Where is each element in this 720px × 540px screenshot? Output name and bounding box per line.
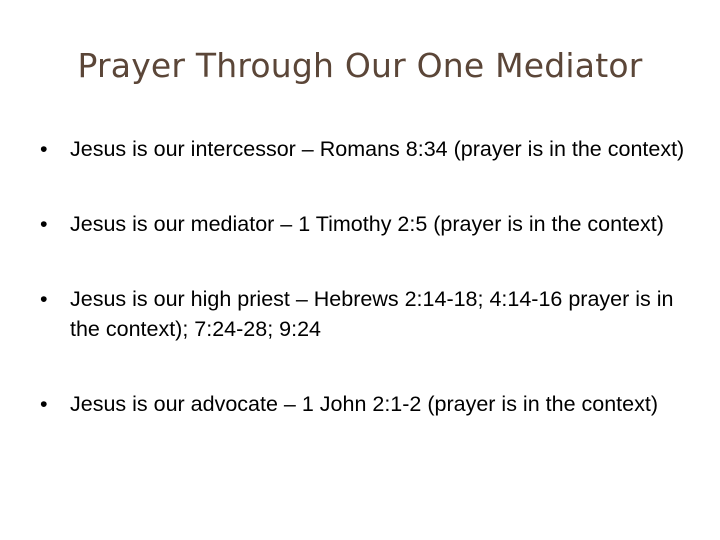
bullet-text: Jesus is our mediator – 1 Timothy 2:5 (prayer is in the context) [70,212,664,236]
bullet-text: Jesus is our high priest – Hebrews 2:14-18; 4:14-16 prayer is in the context); 7:24-28; 9:24 [70,287,674,341]
bullet-item-mediator [38,209,688,239]
bullet-item-intercessor [38,134,688,164]
bullet-item-high-priest [38,284,688,344]
bullet-list [38,134,688,419]
bullet-icon: • [40,212,48,236]
bullet-text: Jesus is our intercessor – Romans 8:34 (prayer is in the context) [70,137,685,161]
slide-title: Prayer Through Our One Mediator [77,46,643,85]
bullet-item-advocate [38,389,688,419]
bullet-text: Jesus is our advocate – 1 John 2:1-2 (prayer is in the context) [70,392,658,416]
bullet-icon: • [40,287,48,311]
bullet-icon: • [40,392,48,416]
bullet-icon: • [40,137,48,161]
